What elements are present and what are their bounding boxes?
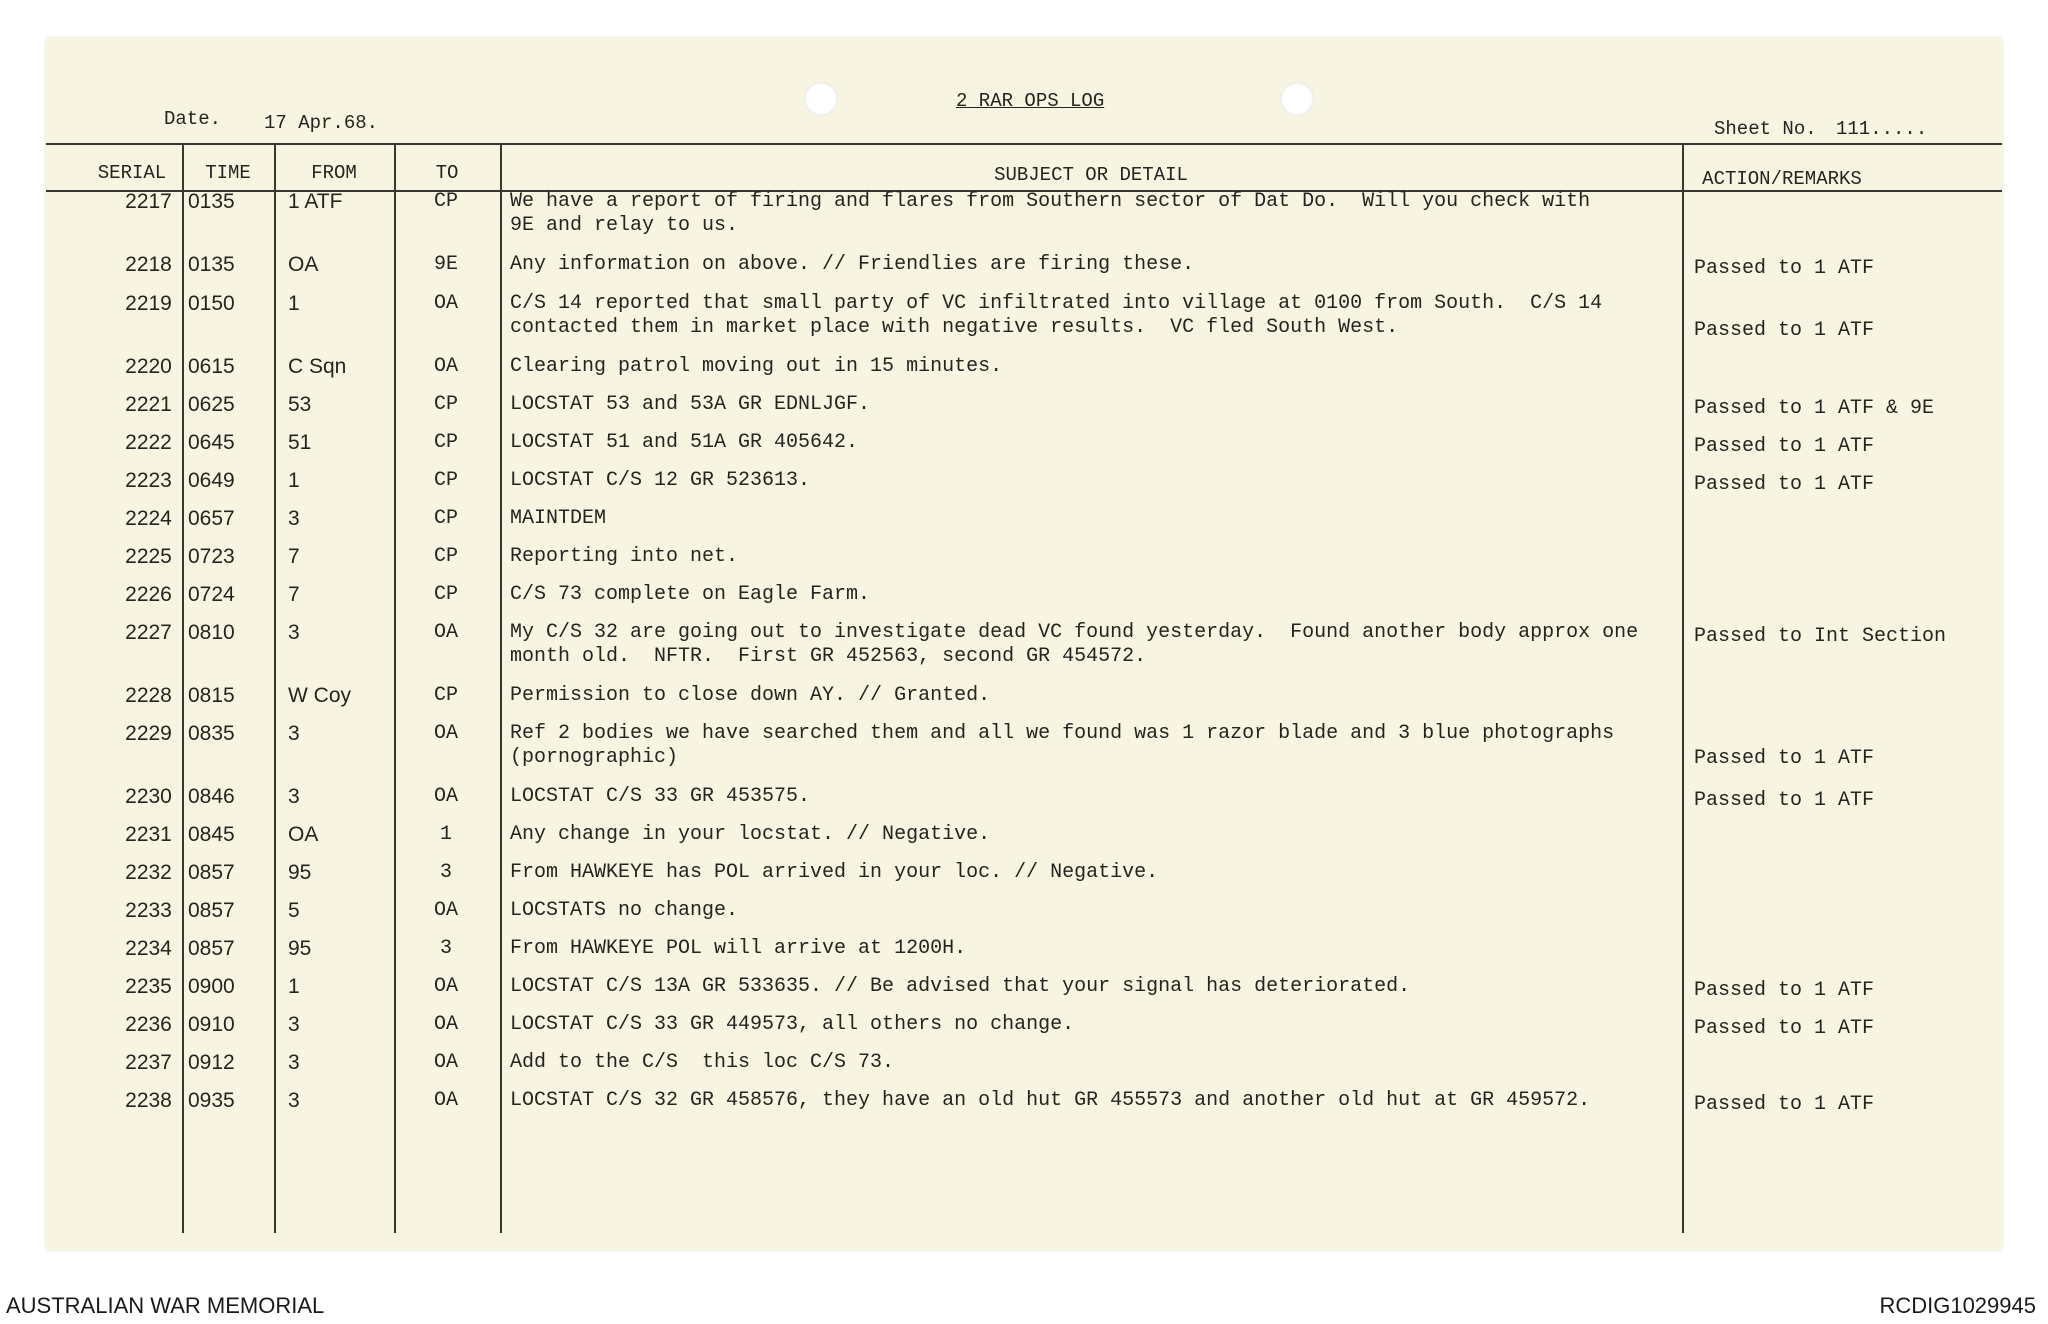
time-cell: 0657 <box>188 507 235 530</box>
serial-cell: 2232 <box>125 861 172 884</box>
from-cell: 51 <box>288 431 312 454</box>
column-header-serial: SERIAL <box>97 162 167 184</box>
time-cell: 0910 <box>188 1013 235 1036</box>
time-cell: 0935 <box>188 1089 235 1112</box>
punch-hole-right <box>1280 82 1314 116</box>
sheet-label: Sheet No. <box>1714 118 1817 140</box>
serial-cell: 2224 <box>125 507 172 530</box>
sheet-value: 111..... <box>1836 118 1928 140</box>
serial-cell: 2230 <box>125 785 172 808</box>
serial-cell: 2233 <box>125 899 172 922</box>
table-row <box>46 861 2002 897</box>
from-cell: 3 <box>288 1013 300 1036</box>
from-cell: 1 <box>288 292 300 315</box>
table-row <box>46 545 2002 581</box>
table-row <box>46 253 2002 289</box>
column-header-action: ACTION/REMARKS <box>1702 168 1862 190</box>
to-cell: 1 <box>439 823 452 846</box>
detail-cell: My C/S 32 are going out to investigate dead VC found yesterday. Found another body approx one month old. NFTR. First GR 452563, second GR 454572. <box>510 621 1639 668</box>
time-cell: 0615 <box>188 355 235 378</box>
action-cell: Passed to 1 ATF <box>1694 747 1875 770</box>
time-cell: 0815 <box>188 684 235 707</box>
table-row <box>46 431 2002 467</box>
column-header-to: TO <box>435 162 459 184</box>
column-header-from: FROM <box>311 162 357 184</box>
time-cell: 0649 <box>188 469 235 492</box>
column-header-time: TIME <box>205 162 251 184</box>
detail-cell: LOCSTAT C/S 33 GR 449573, all others no change. <box>510 1013 1075 1036</box>
detail-cell: LOCSTAT C/S 13A GR 533635. // Be advised that your signal has deteriorated. <box>510 975 1411 998</box>
detail-cell: From HAWKEYE has POL arrived in your loc. // Negative. <box>510 861 1159 884</box>
detail-cell: Any information on above. // Friendlies are firing these. <box>510 253 1195 276</box>
from-cell: 1 <box>288 469 300 492</box>
to-cell: 3 <box>439 861 452 884</box>
to-cell: CP <box>433 545 458 568</box>
serial-cell: 2222 <box>125 431 172 454</box>
serial-cell: 2237 <box>125 1051 172 1074</box>
time-cell: 0645 <box>188 431 235 454</box>
date-value: 17 Apr.68. <box>264 112 379 134</box>
from-cell: 5 <box>288 899 300 922</box>
table-row <box>46 507 2002 543</box>
table-row <box>46 899 2002 935</box>
from-cell: 3 <box>288 722 300 745</box>
table-row <box>46 785 2002 821</box>
serial-cell: 2225 <box>125 545 172 568</box>
table-row <box>46 823 2002 859</box>
time-cell: 0724 <box>188 583 235 606</box>
time-cell: 0857 <box>188 861 235 884</box>
detail-cell: Ref 2 bodies we have searched them and all we found was 1 razor blade and 3 blue photographs (pornographic) <box>510 722 1615 769</box>
time-cell: 0150 <box>188 292 235 315</box>
detail-cell: Any change in your locstat. // Negative. <box>510 823 991 846</box>
log-sheet <box>46 38 2002 1250</box>
from-cell: 1 <box>288 975 300 998</box>
table-row <box>46 292 2002 342</box>
serial-cell: 2228 <box>125 684 172 707</box>
to-cell: CP <box>433 393 458 416</box>
serial-cell: 2236 <box>125 1013 172 1036</box>
detail-cell: Clearing patrol moving out in 15 minutes. <box>510 355 1003 378</box>
to-cell: CP <box>433 469 458 492</box>
detail-cell: MAINTDEM <box>510 507 607 530</box>
table-row <box>46 722 2002 770</box>
table-row <box>46 1051 2002 1087</box>
detail-cell: C/S 14 reported that small party of VC infiltrated into village at 0100 from South. C/S 14 contacted them in market place with negative results. VC fled South West. <box>510 292 1603 339</box>
to-cell: OA <box>433 899 458 922</box>
time-cell: 0846 <box>188 785 235 808</box>
table-row <box>46 684 2002 720</box>
to-cell: CP <box>433 684 458 707</box>
time-cell: 0135 <box>188 190 235 213</box>
to-cell: CP <box>433 431 458 454</box>
from-cell: 7 <box>288 545 300 568</box>
table-row <box>46 975 2002 1011</box>
page-title: 2 RAR OPS LOG <box>956 90 1105 112</box>
punch-hole-left <box>804 82 838 116</box>
serial-cell: 2227 <box>125 621 172 644</box>
serial-cell: 2221 <box>125 393 172 416</box>
action-cell: Passed to 1 ATF <box>1694 979 1875 1002</box>
action-cell: Passed to 1 ATF <box>1694 319 1875 342</box>
serial-cell: 2226 <box>125 583 172 606</box>
table-row <box>46 393 2002 429</box>
to-cell: OA <box>433 355 458 378</box>
action-cell: Passed to 1 ATF <box>1694 435 1875 458</box>
action-cell: Passed to 1 ATF <box>1694 1093 1875 1116</box>
time-cell: 0912 <box>188 1051 235 1074</box>
time-cell: 0723 <box>188 545 235 568</box>
to-cell: CP <box>433 190 458 213</box>
table-row <box>46 190 2002 237</box>
detail-cell: C/S 73 complete on Eagle Farm. <box>510 583 871 606</box>
time-cell: 0835 <box>188 722 235 745</box>
to-cell: OA <box>433 621 458 644</box>
to-cell: OA <box>433 1013 458 1036</box>
action-cell: Passed to 1 ATF <box>1694 257 1875 280</box>
time-cell: 0857 <box>188 899 235 922</box>
detail-cell: LOCSTATS no change. <box>510 899 739 922</box>
detail-cell: LOCSTAT 53 and 53A GR EDNLJGF. <box>510 393 871 416</box>
from-cell: 3 <box>288 1051 300 1074</box>
detail-cell: Permission to close down AY. // Granted. <box>510 684 991 707</box>
detail-cell: We have a report of firing and flares from Southern sector of Dat Do. Will you check with 9E and relay to us. <box>510 190 1591 237</box>
time-cell: 0810 <box>188 621 235 644</box>
to-cell: 3 <box>439 937 452 960</box>
from-cell: 7 <box>288 583 300 606</box>
detail-cell: LOCSTAT C/S 33 GR 453575. <box>510 785 811 808</box>
detail-cell: LOCSTAT C/S 12 GR 523613. <box>510 469 811 492</box>
to-cell: 9E <box>433 253 458 276</box>
from-cell: C Sqn <box>288 355 347 378</box>
serial-cell: 2218 <box>125 253 172 276</box>
table-row <box>46 1089 2002 1125</box>
from-cell: 3 <box>288 1089 300 1112</box>
from-cell: 95 <box>288 937 312 960</box>
table-row <box>46 469 2002 505</box>
from-cell: 3 <box>288 785 300 808</box>
detail-cell: Add to the C/S this loc C/S 73. <box>510 1051 895 1074</box>
detail-cell: LOCSTAT C/S 32 GR 458576, they have an old hut GR 455573 and another old hut at GR 459572. <box>510 1089 1591 1112</box>
detail-cell: Reporting into net. <box>510 545 739 568</box>
serial-cell: 2220 <box>125 355 172 378</box>
to-cell: OA <box>433 292 458 315</box>
serial-cell: 2235 <box>125 975 172 998</box>
action-cell: Passed to 1 ATF & 9E <box>1694 397 1935 420</box>
to-cell: OA <box>433 722 458 745</box>
to-cell: CP <box>433 583 458 606</box>
time-cell: 0900 <box>188 975 235 998</box>
table-row <box>46 937 2002 973</box>
time-cell: 0625 <box>188 393 235 416</box>
action-cell: Passed to 1 ATF <box>1694 789 1875 812</box>
serial-cell: 2223 <box>125 469 172 492</box>
to-cell: OA <box>433 785 458 808</box>
serial-cell: 2234 <box>125 937 172 960</box>
table-top-rule <box>46 143 2002 145</box>
to-cell: OA <box>433 1089 458 1112</box>
table-row <box>46 355 2002 391</box>
from-cell: OA <box>288 823 319 846</box>
from-cell: 1 ATF <box>288 190 343 213</box>
action-cell: Passed to 1 ATF <box>1694 473 1875 496</box>
serial-cell: 2219 <box>125 292 172 315</box>
time-cell: 0135 <box>188 253 235 276</box>
date-label: Date. <box>164 108 222 130</box>
serial-cell: 2217 <box>125 190 172 213</box>
serial-cell: 2238 <box>125 1089 172 1112</box>
from-cell: 3 <box>288 621 300 644</box>
from-cell: OA <box>288 253 319 276</box>
column-header-subject: SUBJECT OR DETAIL <box>994 164 1188 186</box>
from-cell: 95 <box>288 861 312 884</box>
time-cell: 0845 <box>188 823 235 846</box>
serial-cell: 2231 <box>125 823 172 846</box>
table-row <box>46 583 2002 619</box>
to-cell: CP <box>433 507 458 530</box>
time-cell: 0857 <box>188 937 235 960</box>
serial-cell: 2229 <box>125 722 172 745</box>
to-cell: OA <box>433 975 458 998</box>
to-cell: OA <box>433 1051 458 1074</box>
footer-archive-name: AUSTRALIAN WAR MEMORIAL <box>6 1293 325 1318</box>
footer-record-id: RCDIG1029945 <box>1879 1293 2036 1318</box>
from-cell: 3 <box>288 507 300 530</box>
detail-cell: From HAWKEYE POL will arrive at 1200H. <box>510 937 967 960</box>
from-cell: W Coy <box>288 684 351 707</box>
from-cell: 53 <box>288 393 312 416</box>
action-cell: Passed to 1 ATF <box>1694 1017 1875 1040</box>
detail-cell: LOCSTAT 51 and 51A GR 405642. <box>510 431 859 454</box>
table-row <box>46 1013 2002 1049</box>
action-cell: Passed to Int Section <box>1694 625 1947 648</box>
table-row <box>46 621 2002 668</box>
